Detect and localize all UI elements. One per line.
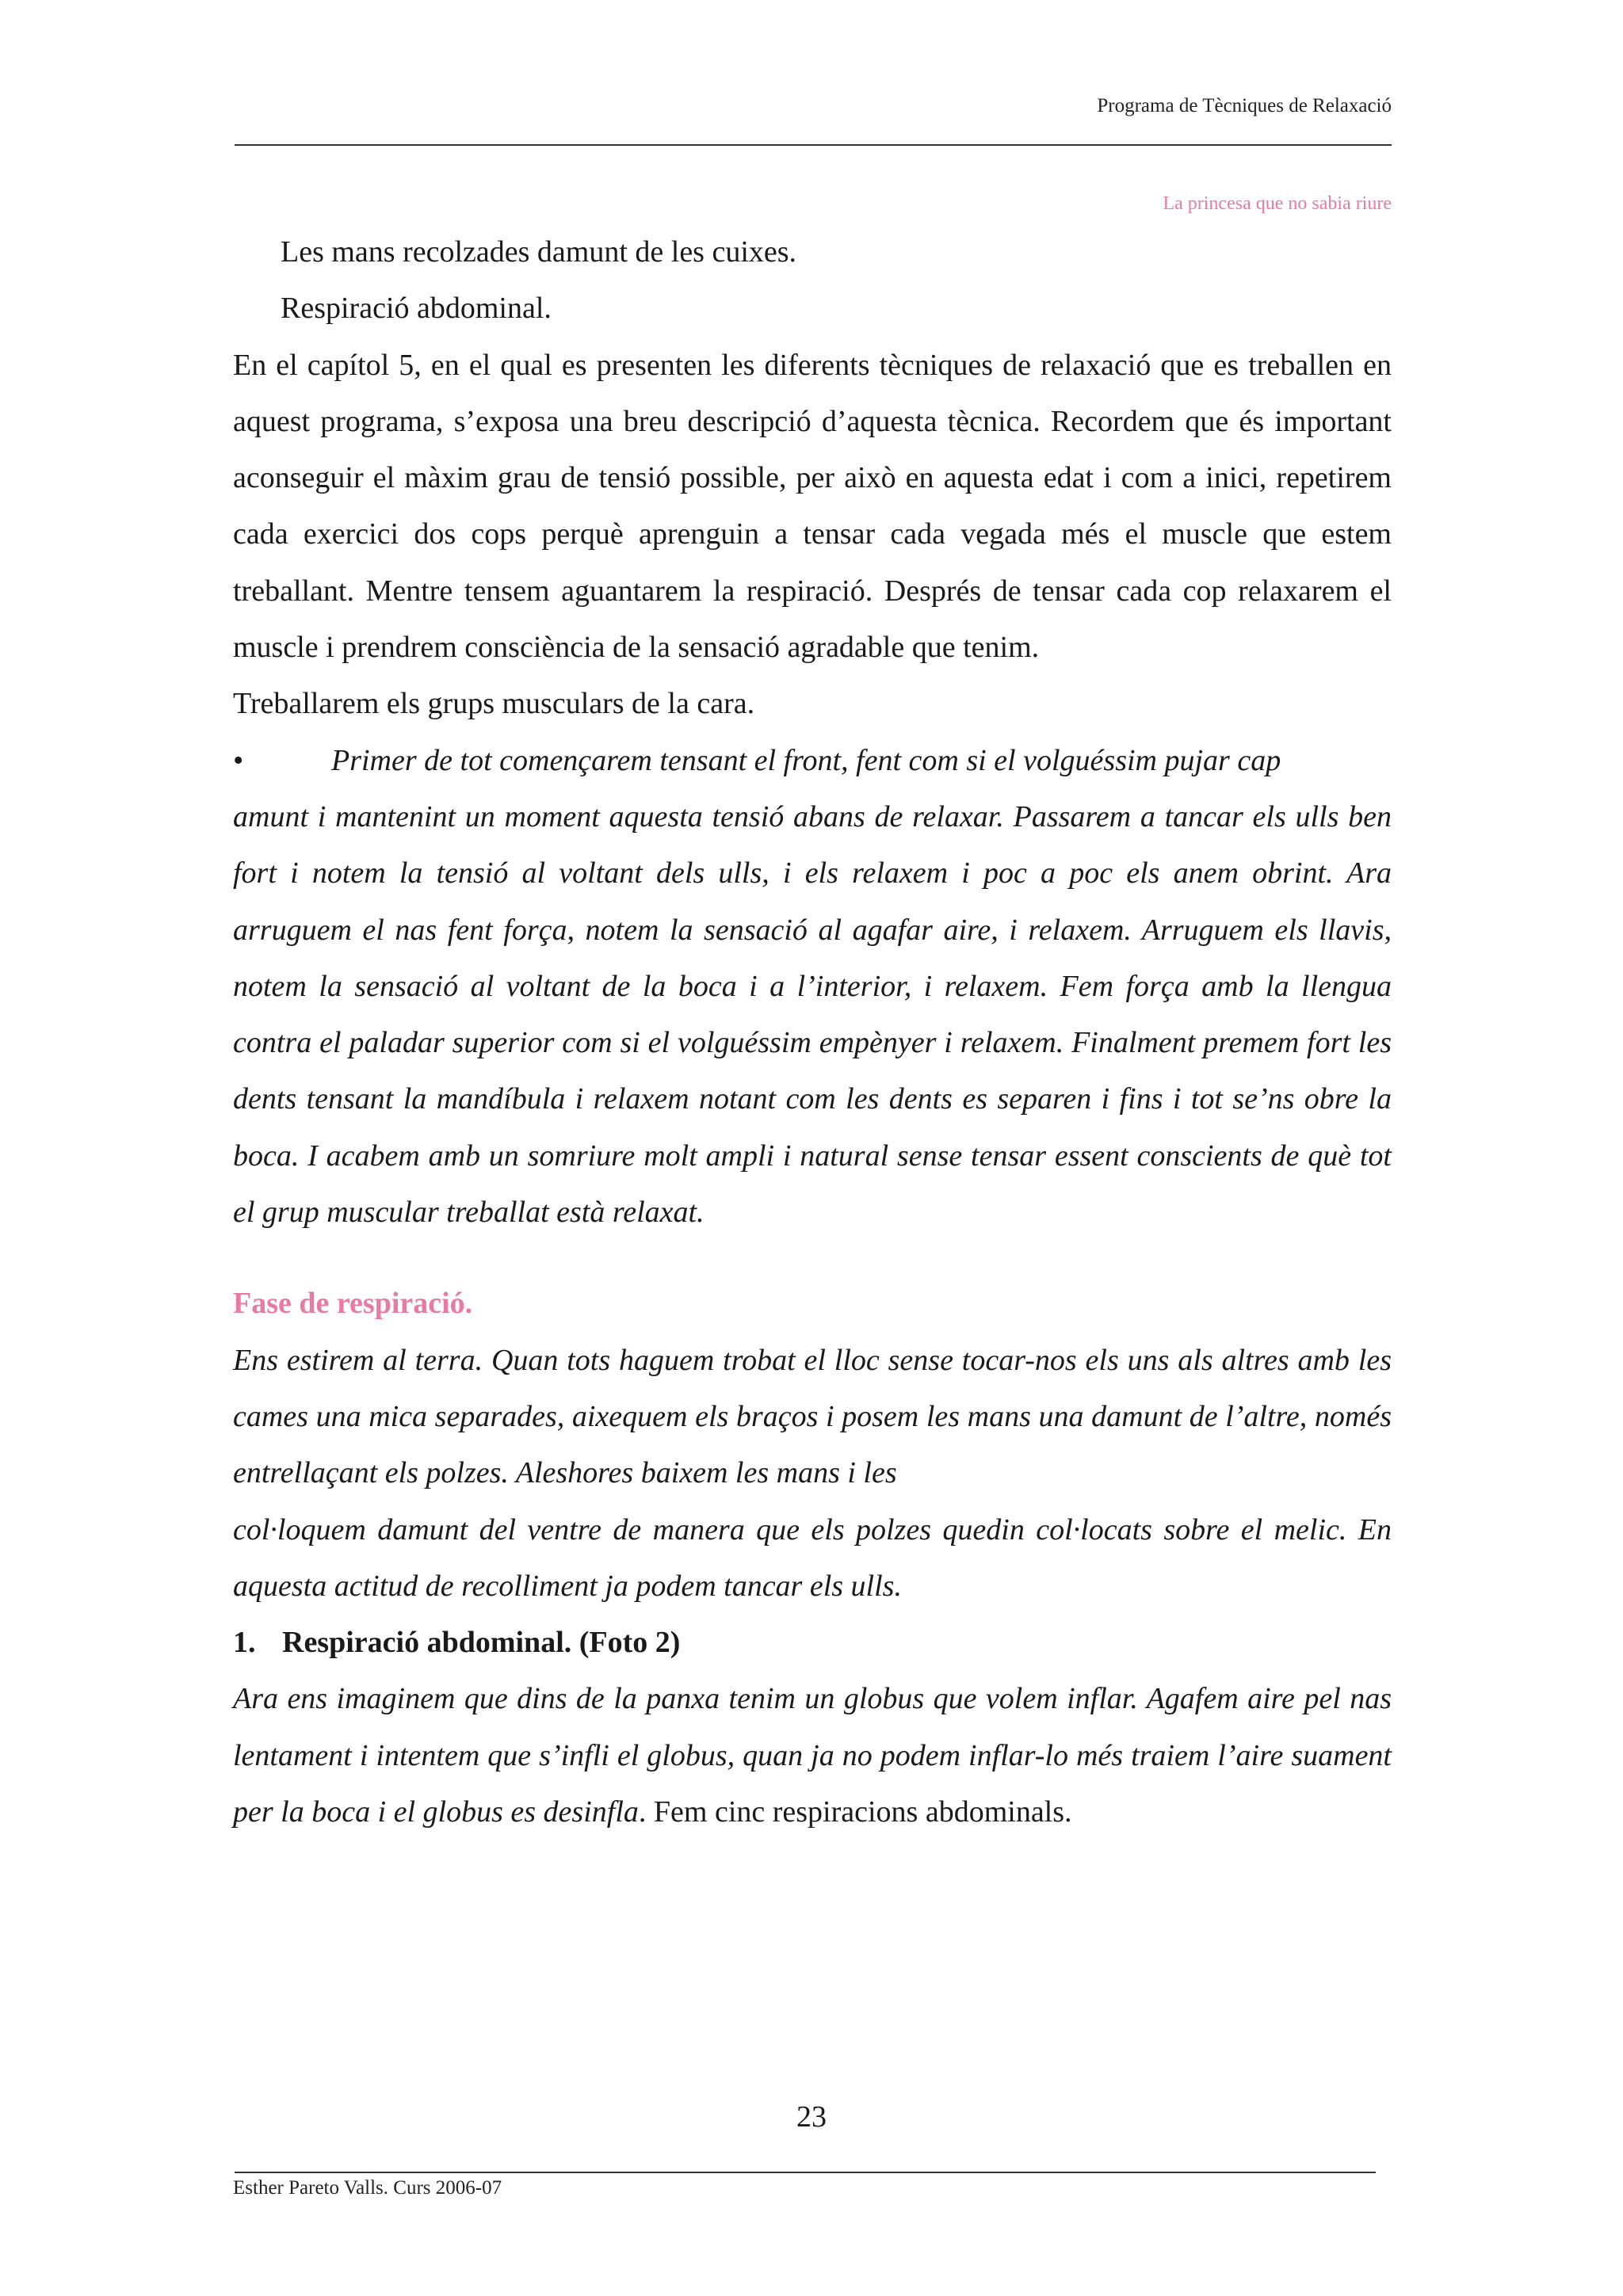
paragraph-globe-italic: Ara ens imaginem que dins de la panxa tenim un globus que volem inflar. Agafem aire pel nas lentament i intentem que s’infli el globus, quan ja no podem inflar-lo més traiem l’aire suament per la boca i el globus es desinfla	[233, 1682, 1392, 1829]
numbered-heading-number: 1.	[233, 1626, 256, 1660]
section-gap	[233, 1241, 1392, 1276]
paragraph-floor-2: col·loquem damunt del ventre de manera que els polzes quedin col·locats sobre el melic. En aquesta actitud de recolliment ja podem tancar els ulls.	[233, 1512, 1392, 1603]
numbered-heading	[233, 1615, 1392, 1671]
section-heading: Fase de respiració.	[233, 1287, 473, 1321]
bullet-face-start: Primer de tot començarem tensant el front, fent com si el volguéssim pujar cap	[331, 743, 1281, 777]
line-hands: Les mans recolzades damunt de les cuixes.	[281, 235, 797, 269]
footer-author: Esther Pareto Valls. Curs 2006-07	[233, 2177, 502, 2199]
header-rule	[235, 144, 1392, 146]
numbered-heading-suffix: . (Foto 2)	[563, 1626, 681, 1660]
running-header-subtitle: La princesa que no sabia riure	[1163, 193, 1392, 214]
footer-rule	[235, 2172, 1376, 2173]
bullet-face-first-line	[233, 733, 1392, 789]
bullet-face-text: amunt i mantenint un moment aquesta tensió abans de relaxar. Passarem a tancar els ulls ben fort i notem la tensió al voltant dels ulls, i els relaxem i poc a poc els anem obrint. Ara arruguem el nas fent força, notem la sensació al agafar aire, i relaxem. Arruguem els llavis, notem la sensació al voltant de la boca i a l’interior, i relaxem. Fem força amb la llengua contra el paladar superior com si el volguéssim empènyer i relaxem. Finalment premem fort les dents tensant la mandíbula i relaxem notant com les dents es separen i fins i tot se’ns obre la boca. I acabem amb un somriure molt ampli i natural sense tensar essent conscients de què tot el grup muscular treballat està relaxat.	[233, 799, 1392, 1230]
paragraph-globe	[233, 1671, 1392, 1840]
paragraph-chapter: En el capítol 5, en el qual es presenten les diferents tècniques de relaxació que es treballen en aquest programa, s’exposa una breu descripció d’aquesta tècnica. Recordem que és important aconseguir el màxim grau de tensió possible, per això en aquesta edat i com a inici, repetirem cada exercici dos cops perquè aprenguin a tensar cada vegada més el muscle que estem treballant. Mentre tensem aguantarem la respiració. Després de tensar cada cop relaxarem el muscle i prendrem consciència de la sensació agradable que tenim.	[233, 348, 1392, 665]
numbered-heading-title: Respiració abdominal	[282, 1626, 564, 1660]
line-breath: Respiració abdominal.	[281, 292, 552, 326]
page-number: 23	[796, 2100, 827, 2134]
paragraph-floor-part1: Ens estirem al terra. Quan tots haguem trobat el lloc sense tocar-nos els uns als altres amb les cames una mica separades, aixequem els braços i posem les mans una damunt de l’altre, només entrellaçant els polzes. Aleshores baixem les mans i les	[233, 1343, 1392, 1490]
running-header-title: Programa de Tècniques de Relaxació	[1097, 95, 1392, 116]
bullet-icon: •	[233, 743, 244, 777]
line-muscle-groups: Treballarem els grups musculars de la cara.	[233, 687, 755, 721]
paragraph-globe-plain: . Fem cinc respiracions abdominals.	[638, 1795, 1072, 1829]
page-content	[233, 224, 1392, 1840]
paragraph-floor	[233, 1333, 1392, 1502]
